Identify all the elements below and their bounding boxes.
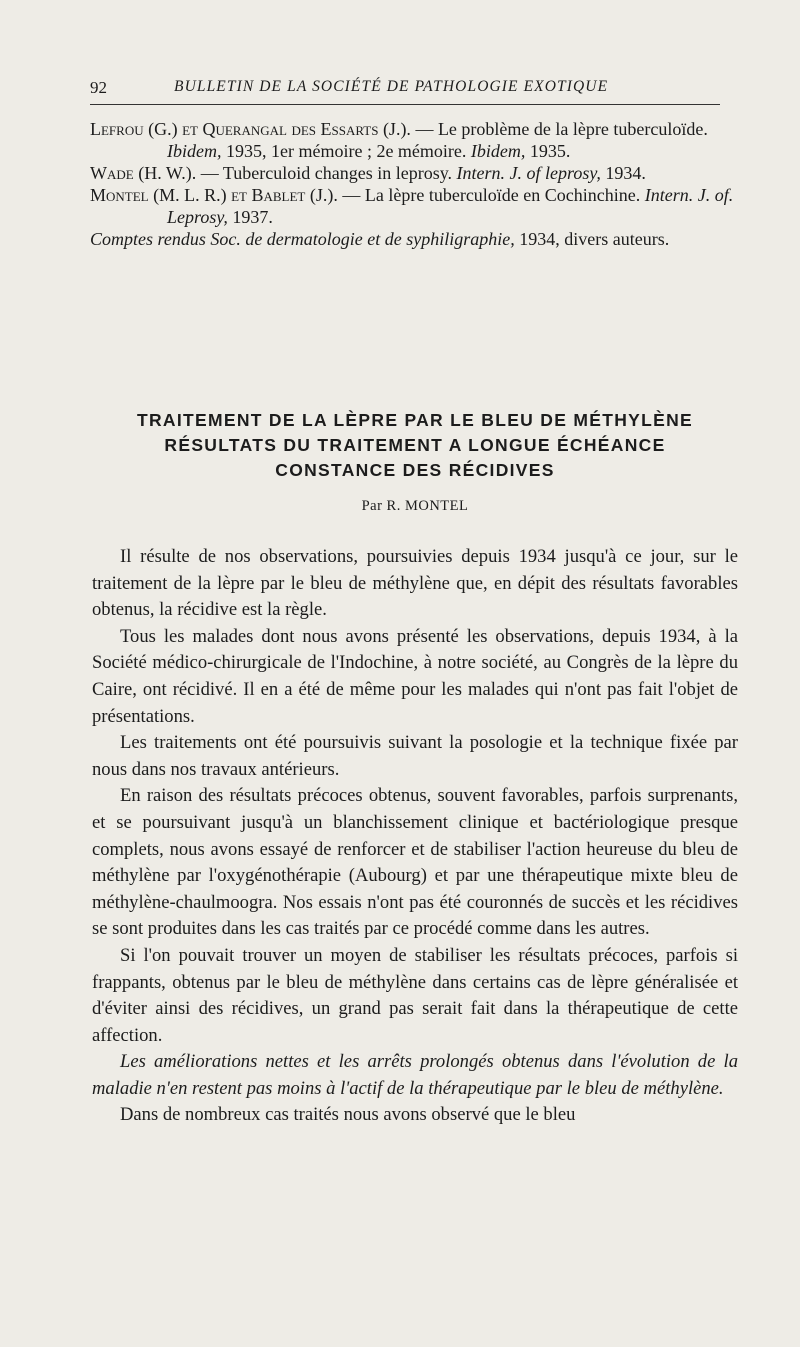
reference-authors: Montel (M. L. R.) et Bablet (J.). <box>90 185 338 205</box>
paragraph: En raison des résultats précoces obtenus, souvent favorables, parfois surprenants, et se poursuivant jusqu'à un blanchissement clinique et bactériologique presque complets, nous avons essayé de renforcer et de stabiliser l'action heureuse du bleu de méthylène par l'oxygénothérapie (Aubourg) et par une thérapeutique mixte bleu de méthylène-chaulmoogra. Nos essais n'ont pas été couronnés de succès et les récidives se sont produites dans les cas traités par ce procédé comme dans les autres. <box>92 785 738 940</box>
reference-journal: Intern. J. of leprosy, <box>456 163 601 183</box>
reference-year: 1935. <box>525 141 571 161</box>
reference-text: — Le problème de la lèpre tuberculoïde. <box>410 119 708 139</box>
page-number: 92 <box>90 78 107 97</box>
reference-journal: Intern. J. of. Leprosy, <box>167 185 734 227</box>
reference-text: — La lèpre tuberculoïde en Cochinchine. <box>337 185 645 205</box>
title-line: RÉSULTATS DU TRAITEMENT A LONGUE ÉCHÉANCE <box>164 435 666 455</box>
author-byline: Par R. MONTEL <box>361 498 469 514</box>
paragraph: Il résulte de nos observations, poursuivies depuis 1934 jusqu'à ce jour, sur le traitement de la lèpre par le bleu de méthylène que, en dépit des résultats favorables obtenus, la récidive est la règle. <box>92 546 738 621</box>
reference-item <box>90 184 740 228</box>
reference-year: 1937. <box>227 207 273 227</box>
journal-title: BULLETIN DE LA SOCIÉTÉ DE PATHOLOGIE EXOTIQUE <box>174 78 609 95</box>
reference-item <box>90 228 740 250</box>
paragraph-italic: Les améliorations nettes et les arrêts prolongés obtenus dans l'évolution de la maladie n'en restent pas moins à l'actif de la thérapeutique par le bleu de méthylène. <box>92 1051 738 1099</box>
reference-list <box>90 118 740 250</box>
paragraph: Les traitements ont été poursuivis suivant la posologie et la technique fixée par nous dans nos travaux antérieurs. <box>92 732 738 780</box>
reference-item <box>90 162 740 184</box>
running-head <box>90 78 720 104</box>
paragraph: Tous les malades dont nous avons présenté les observations, depuis 1934, à la Société médico-chirurgicale de l'Indochine, à notre société, au Congrès de la lèpre du Caire, ont récidivé. Il en a été de même pour les malades qui n'ont pas fait l'objet de présentations. <box>92 625 738 727</box>
reference-year: 1935, 1er mémoire ; 2e mémoire. <box>221 141 471 161</box>
reference-ibidem: Ibidem, <box>167 141 222 161</box>
reference-authors: Wade (H. W.). <box>90 163 197 183</box>
reference-ibidem: Ibidem, <box>470 141 526 161</box>
reference-text: — Tuberculoid changes in leprosy. <box>196 163 457 183</box>
reference-item <box>90 118 740 162</box>
title-line: CONSTANCE DES RÉCIDIVES <box>275 460 555 480</box>
reference-year: 1934. <box>600 163 646 183</box>
paragraph: Dans de nombreux cas traités nous avons observé que le bleu <box>120 1104 576 1126</box>
reference-journal: Comptes rendus Soc. de dermatologie et de syphiligraphie, <box>90 229 515 249</box>
reference-authors: Lefrou (G.) et Querangal des Essarts (J.). <box>90 119 411 139</box>
title-line: TRAITEMENT DE LA LÈPRE PAR LE BLEU DE MÉTHYLÈNE <box>137 410 693 430</box>
header-rule <box>90 104 720 105</box>
article-body <box>92 544 738 1129</box>
paragraph: Si l'on pouvait trouver un moyen de stabiliser les résultats précoces, parfois si frappants, obtenus par le bleu de méthylène dans certains cas de lèpre généralisée et d'éviter ainsi des récidives, un grand pas serait fait dans la thérapeutique de cette affection. <box>92 944 738 1046</box>
reference-year: 1934, divers auteurs. <box>514 229 670 249</box>
article-title <box>90 408 740 483</box>
